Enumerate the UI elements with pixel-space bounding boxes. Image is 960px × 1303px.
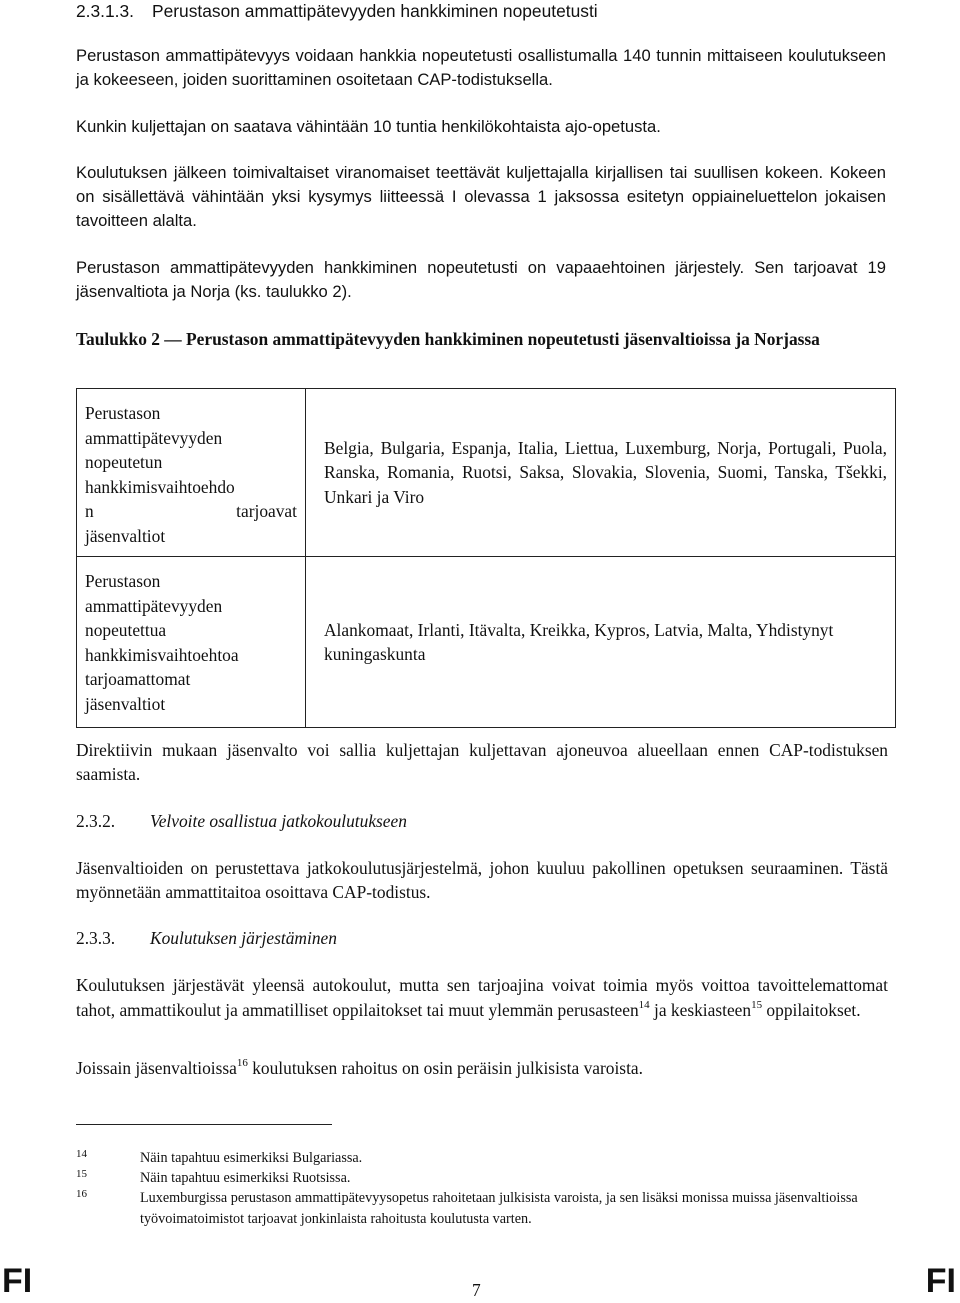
footnote-number: 15 (76, 1168, 87, 1180)
countries-cell (306, 557, 896, 728)
footnote-16 (76, 1188, 896, 1229)
paragraph-7-part-1: Koulutuksen järjestävät yleensä autokoulut, mutta sen tarjoajina voivat toimia myös voittoa tavoittelemattomat tahot, ammattikoulut ja ammatilliset oppilaitokset tai muut ylemmän perusasteen (76, 975, 888, 1020)
row-header-cell (77, 557, 306, 728)
table-row (77, 389, 896, 557)
paragraph-8 (76, 1056, 888, 1080)
paragraph-8-part-2: koulutuksen rahoitus on osin peräisin julkisista varoista. (247, 1058, 643, 1078)
footnote-text: Näin tapahtuu esimerkiksi Bulgariassa. (140, 1150, 363, 1166)
language-code-left: FI (2, 1262, 33, 1300)
footnote-number: 14 (76, 1148, 87, 1160)
section-title: Velvoite osallistua jatkokoulutukseen (150, 811, 407, 831)
footnote-separator (76, 1124, 332, 1125)
paragraph-1: Perustason ammattipätevyys voidaan hankkia nopeutetusti osallistumalla 140 tunnin mittaiseen koulutukseen ja kokeeseen, joiden suorittaminen osoitetaan CAP-todistuksella. (76, 46, 886, 89)
section-number: 2.3.3. (76, 928, 116, 948)
row-header-line: jäsenvaltiot (85, 525, 166, 546)
section-heading-2-3-1-3 (76, 0, 598, 22)
paragraph-2: Kunkin kuljettajan on saatava vähintään 10 tuntia henkilökohtaista ajo-opetusta. (76, 117, 661, 136)
countries-cell (306, 389, 896, 557)
row-header-line: ammattipätevyyden (85, 427, 223, 448)
footnote-text: Luxemburgissa perustason ammattipätevyysopetus rahoitetaan julkisista varoista, ja sen lisäksi monissa muissa jäsenvaltioissa työvoimatoimistot tarjoavat jonkinlaista rahoitusta koulutusta varten. (140, 1190, 858, 1227)
paragraph-3-part-2: Kokeen on sisällettävä vähintään yksi kysymys liitteessä I olevassa 1 jaksossa esitetyn oppiaineluettelon jokaisen tavoitteen alalta. (76, 163, 886, 230)
countries-text: Belgia, Bulgaria, Espanja, Italia, Liettua, Luxemburg, Norja, Portugali, Puola, Ranska, Romania, Ruotsi, Saksa, Slovakia, Slovenia, Suomi, Tanska, Tšekki, Unkari ja Viro (324, 437, 887, 507)
footnote-ref-14[interactable]: 14 (638, 999, 650, 1011)
section-heading-2-3-3 (76, 926, 337, 950)
section-number: 2.3.1.3. (76, 1, 135, 21)
page-number: 7 (472, 1280, 481, 1300)
row-header-line: nopeutetun (85, 452, 163, 472)
countries-table (76, 388, 896, 728)
row-header-line: hankkimisvaihtoehtoa (85, 644, 239, 665)
row-header-line: hankkimisvaihtoehdo (85, 476, 235, 497)
row-header-line: ammattipätevyyden (85, 595, 223, 616)
paragraph-8-part-1: Joissain jäsenvaltioissa (76, 1058, 237, 1078)
paragraph-7-part-2: ja keskiasteen (649, 1000, 752, 1020)
footnote-15 (76, 1168, 896, 1189)
section-number: 2.3.2. (76, 811, 116, 831)
paragraph-7-part-3: oppilaitokset. (762, 1000, 861, 1020)
row-header-line: jäsenvaltiot (85, 693, 166, 714)
section-title: Koulutuksen järjestäminen (150, 928, 337, 948)
paragraph-4: Perustason ammattipätevyyden hankkiminen nopeutetusti on vapaaehtoinen järjestely. Sen tarjoavat 19 jäsenvaltiota ja Norja (ks. taulukko 2). (76, 258, 886, 301)
section-heading-2-3-2 (76, 809, 407, 833)
countries-text: Alankomaat, Irlanti, Itävalta, Kreikka, Kypros, Latvia, Malta, Yhdistynyt kuningaskunta (324, 619, 834, 664)
row-header-line: nopeutettua (85, 620, 167, 640)
footnote-text: Näin tapahtuu esimerkiksi Ruotsissa. (140, 1170, 351, 1186)
section-title: Perustason ammattipätevyyden hankkiminen nopeutetusti (152, 1, 598, 21)
paragraph-7 (76, 973, 888, 1023)
table-title: Taulukko 2 — Perustason ammattipätevyyden hankkiminen nopeutetusti jäsenvaltioissa ja Norjassa (76, 329, 820, 349)
footnote-ref-16[interactable]: 16 (236, 1057, 248, 1069)
row-header-line: tarjoamattomat (85, 669, 191, 689)
table-row (77, 557, 896, 728)
footnote-14 (76, 1148, 896, 1169)
footnote-ref-15[interactable]: 15 (751, 999, 763, 1011)
paragraph-5: Direktiivin mukaan jäsenvalto voi sallia kuljettajan kuljettavan ajoneuvoa alueellaan ennen CAP-todistuksen saamista. (76, 740, 888, 784)
row-header-line: Perustason (85, 403, 161, 423)
paragraph-3-part-1: Koulutuksen jälkeen toimivaltaiset viranomaiset teettävät kuljettajalla kirjallisen tai suullisen kokeen. (76, 163, 824, 182)
row-header-line: Perustason (85, 571, 161, 591)
footnote-number: 16 (76, 1188, 87, 1200)
language-code-right: FI (925, 1262, 956, 1300)
row-header-cell (77, 389, 306, 557)
row-header-line: n tarjoavat (85, 501, 297, 521)
paragraph-6: Jäsenvaltioiden on perustettava jatkokoulutusjärjestelmä, johon kuuluu pakollinen opetuksen seuraaminen. Tästä myönnetään ammattitaitoa osoittava CAP-todistus. (76, 858, 888, 902)
paragraph-3 (76, 161, 886, 233)
